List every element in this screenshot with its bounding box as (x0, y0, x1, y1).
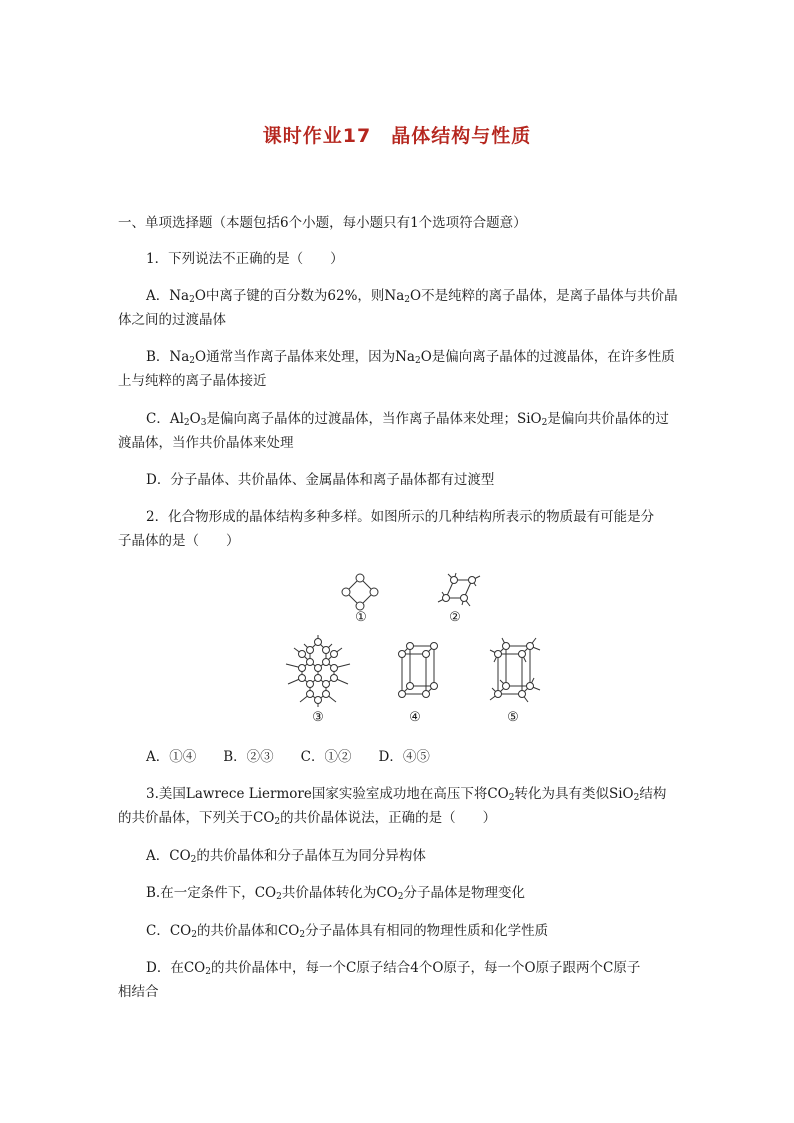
q2-options: A．①④ B．②③ C．①② D．④⑤ (146, 749, 430, 765)
q3-option-b: B.在一定条件下，$CO_2$共价晶体转化为$CO_2$分子晶体是物理变化 (146, 885, 525, 902)
structure-1-label: ① (355, 610, 367, 625)
q1-option-b-line2: 上与纯粹的离子晶体接近 (118, 373, 267, 389)
q1-option-b-line1: B．$Na_2O$通常当作离子晶体来处理，因为$Na_2O$是偏向离子晶体的过渡晶体，在许多性质 (146, 349, 675, 366)
q3-option-a: A．$CO_2$的共价晶体和分子晶体互为同分异构体 (146, 848, 426, 865)
structure-3-diagram (282, 634, 354, 708)
q3-stem-line1: 3.美国Lawrece Liermore国家实验室成功地在高压下将$CO_2$转化为具有类似SiO$_2$结构 (146, 786, 667, 803)
q2-stem-line1: 2．化合物形成的晶体结构多种多样。如图所示的几种结构所表示的物质最有可能是分 (146, 509, 655, 525)
page-title: 课时作业17 晶体结构与性质 (262, 125, 532, 147)
structure-4-label: ④ (409, 710, 421, 725)
structure-1-diagram (336, 572, 386, 612)
q1-option-d: D．分子晶体、共价晶体、金属晶体和离子晶体都有过渡型 (146, 472, 495, 488)
q1-option-c-line2: 渡晶体，当作共价晶体来处理 (118, 435, 294, 451)
q3-option-d-line2: 相结合 (118, 984, 159, 1000)
structure-2-label: ② (449, 610, 461, 625)
structure-3-label: ③ (312, 710, 324, 725)
q1-option-a-line2: 体之间的过渡晶体 (118, 312, 226, 328)
q1-option-a-line1: A．$Na_2O$中离子键的百分数为62%，则$Na_2O$不是纯粹的离子晶体，是离子晶体与共价晶 (146, 288, 678, 305)
section-heading: 一、单项选择题（本题包括6个小题，每小题只有1个选项符合题意） (118, 215, 527, 231)
structure-5-label: ⑤ (507, 710, 519, 725)
q1-option-c-line1: C．$Al_2O_3$是偏向离子晶体的过渡晶体，当作离子晶体来处理；SiO$_2$是偏向共价晶体的过 (146, 411, 669, 428)
structure-2-diagram (434, 572, 484, 612)
q2-stem-line2: 子晶体的是（ ） (118, 533, 240, 549)
structure-5-diagram (486, 636, 546, 706)
q3-stem-line2: 的共价晶体，下列关于$CO_2$的共价晶体说法，正确的是（ ） (118, 810, 497, 827)
q3-option-d-line1: D．在$CO_2$的共价晶体中，每一个C原子结合4个O原子，每一个O原子跟两个C原子 (146, 960, 641, 977)
q1-stem: 1．下列说法不正确的是（ ） (146, 251, 344, 267)
q3-option-c: C．$CO_2$的共价晶体和$CO_2$分子晶体具有相同的物理性质和化学性质 (146, 923, 549, 940)
structure-4-diagram (394, 642, 444, 704)
